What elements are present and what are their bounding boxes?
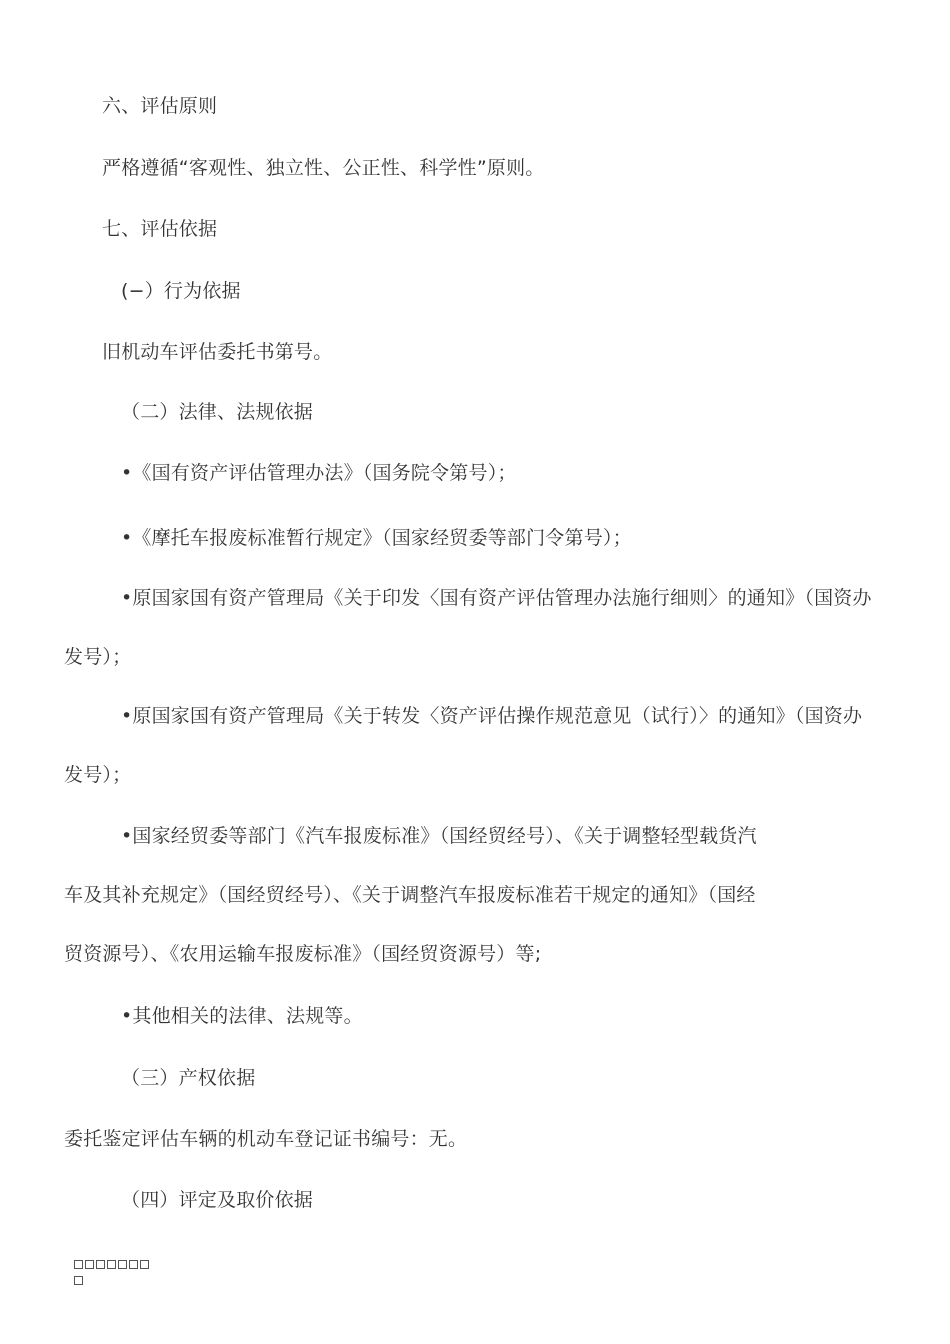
footer-glyph-row	[74, 1256, 151, 1272]
section-heading-evaluation-basis: 七、评估依据	[102, 218, 218, 240]
bullet-item-continuation: 贸资源号）、《农用运输车报废标准》（国经贸资源号）等;	[64, 943, 542, 965]
subheading-behavior-basis: (−）行为依据	[121, 280, 241, 302]
bullet-item-continuation: 发号）；	[64, 646, 132, 668]
bullet-item: •国家经贸委等部门《汽车报废标准》（国经贸经号）、《关于调整轻型载货汽	[121, 825, 757, 847]
bullet-item-continuation: 发号）；	[64, 764, 132, 786]
bullet-item-continuation: 车及其补充规定》（国经贸经号）、《关于调整汽车报废标准若干规定的通知》（国经	[64, 884, 756, 906]
paragraph-registration: 委托鉴定评估车辆的机动车登记证书编号：无。	[64, 1128, 468, 1150]
paragraph-entrustment: 旧机动车评估委托书第号。	[102, 341, 333, 363]
placeholder-box-icon	[96, 1260, 105, 1269]
subheading-legal-basis: （二）法律、法规依据	[121, 401, 314, 423]
bullet-item: •原国家国有资产管理局《关于转发〈资产评估操作规范意见（试行）〉的通知》（国资办	[121, 705, 863, 727]
placeholder-box-icon	[85, 1260, 94, 1269]
paragraph-principles: 严格遵循“客观性、独立性、公正性、科学性”原则。	[102, 157, 545, 179]
placeholder-box-icon	[107, 1260, 116, 1269]
section-heading-evaluation-principles: 六、评估原则	[102, 95, 218, 117]
placeholder-box-icon	[118, 1260, 127, 1269]
placeholder-box-icon	[74, 1260, 83, 1269]
subheading-property-basis: （三）产权依据	[121, 1067, 256, 1089]
bullet-item: •其他相关的法律、法规等。	[121, 1005, 363, 1027]
placeholder-box-icon	[129, 1260, 138, 1269]
subheading-pricing-basis: （四）评定及取价依据	[121, 1189, 314, 1211]
bullet-item: •《国有资产评估管理办法》（国务院令第号）；	[121, 462, 517, 484]
placeholder-box-icon	[74, 1276, 83, 1285]
footer-placeholder-glyphs	[74, 1256, 151, 1288]
placeholder-box-icon	[140, 1260, 149, 1269]
bullet-item: •《摩托车报废标准暂行规定》（国家经贸委等部门令第号）；	[121, 527, 632, 549]
bullet-item: •原国家国有资产管理局《关于印发〈国有资产评估管理办法施行细则〉的通知》（国资办	[121, 587, 872, 609]
footer-glyph-row	[74, 1272, 151, 1288]
